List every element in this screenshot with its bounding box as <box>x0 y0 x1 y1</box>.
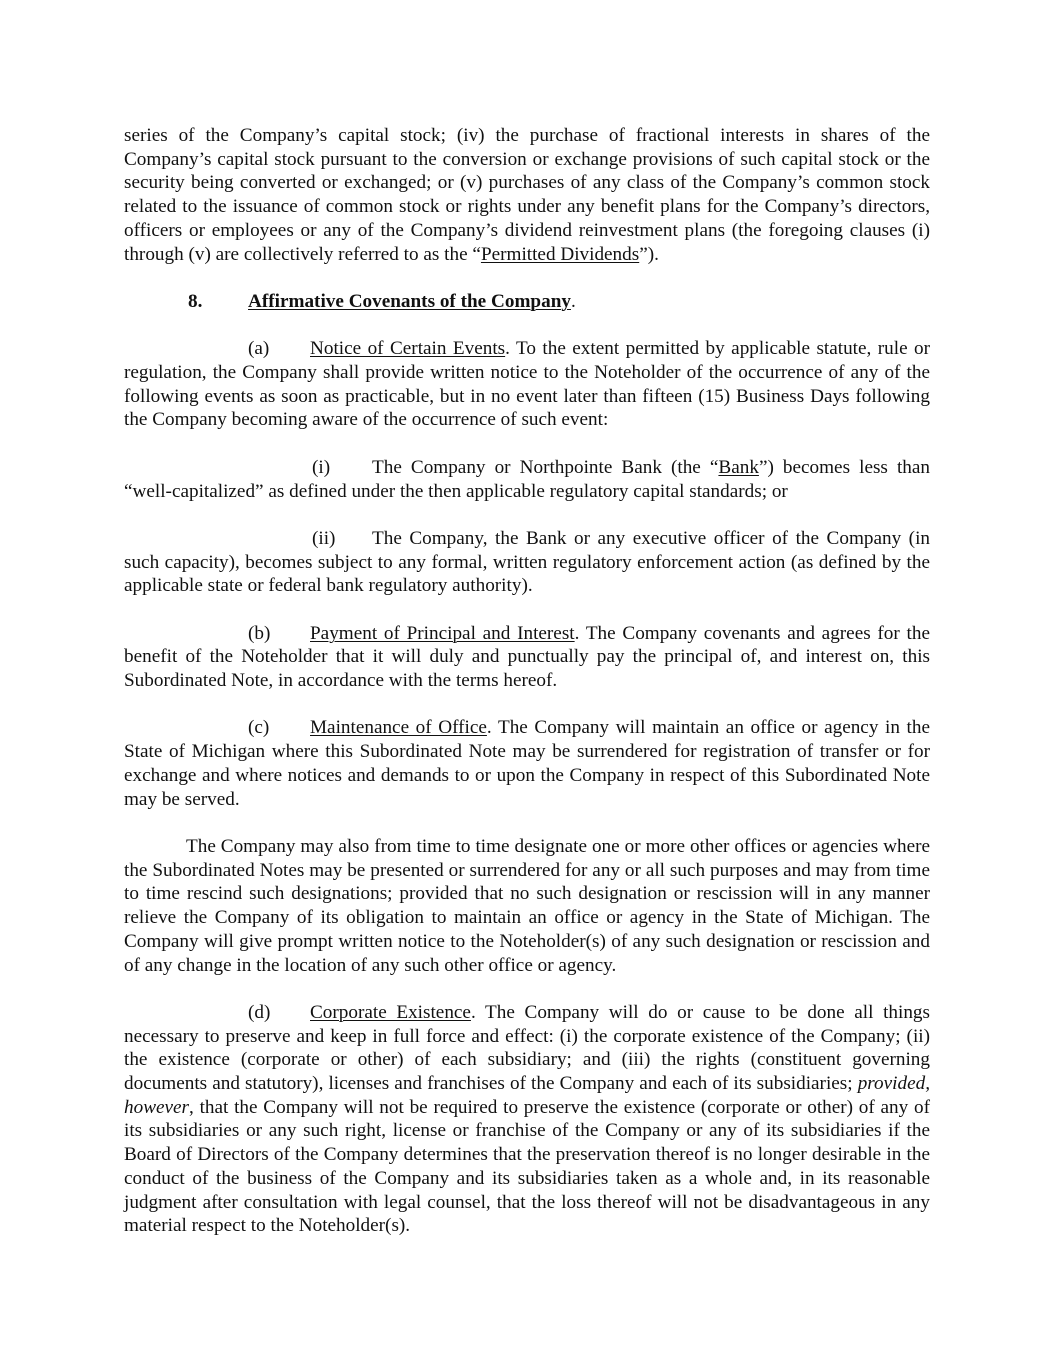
clause-d-title: Corporate Existence <box>310 1001 471 1023</box>
item-i-text-end: ”) becomes less than “well-capitalized” as defined under the then applicable regulatory capital standards; or <box>124 456 930 502</box>
clause-a-item-ii <box>124 527 930 598</box>
item-ii-label: (ii) <box>312 527 336 549</box>
clause-a-label: (a) <box>248 338 270 360</box>
document-page <box>124 124 930 1238</box>
clause-c-continuation: The Company may also from time to time designate one or more other offices or agencies where the Subordinated Notes may be presented or surrendered for any or all such purposes and may from time to time rescind such designations; provided that no such designation or rescission will in any manner relieve the Company of its obligation to maintain an office or agency in the State of Michigan. The Company will give prompt written notice to the Noteholder(s) of any such designation or rescission and of any change in the location of any such other office or agency. <box>124 835 930 976</box>
clause-c-text: . The Company will maintain an office or agency in the State of Michigan where this Subordinated Note may be surrendered for registration of transfer or for exchange and where notices and demands to or upon the Company in respect of this Subordinated Note may be served. <box>124 717 930 810</box>
item-ii-text: The Company, the Bank or any executive officer of the Company (in such capacity), becomes subject to any formal, written regulatory enforcement action (as defined by the applicable state or federal bank regulatory authority). <box>124 527 930 597</box>
section-heading <box>124 290 930 314</box>
clause-d-text: . The Company will do or cause to be done all things necessary to preserve and keep in full force and effect: (i) the corporate existence of the Company; (ii) the existence (corporate or other) of each subsidiary; and (iii) the rights (constituent governing documents and statutory), licenses and franchises of the Company and each of its subsidiaries; <box>124 1001 930 1094</box>
item-i-label: (i) <box>312 456 331 478</box>
clause-a <box>124 337 930 432</box>
defined-term-permitted-dividends: Permitted Dividends <box>480 243 640 265</box>
clause-d-proviso: provided, however <box>124 1073 930 1118</box>
clause-c <box>124 716 930 811</box>
clause-a-text: . To the extent permitted by applicable statute, rule or regulation, the Company shall provide written notice to the Noteholder of the occurrence of any of the following events as soon as practicable, but in no event later than fifteen (15) Business Days following the Company becoming aware of the occurrence of such event: <box>124 338 931 431</box>
item-i-text: The Company or Northpointe Bank (the “ <box>372 456 719 478</box>
intro-text-end: ”). <box>639 243 659 265</box>
intro-text: series of the Company’s capital stock; (iv) the purchase of fractional interests in shares of the Company’s capital stock pursuant to the conversion or exchange provisions of such capital stock or the security being converted or exchanged; or (v) purchases of any class of the Company’s common stock related to the issuance of common stock or rights under any benefit plans for the Company’s directors, officers or employees or any of the Company’s dividend reinvestment plans (the foregoing clauses (i) through (v) are collectively referred to as the “ <box>124 125 930 265</box>
section-title-suffix: . <box>570 290 576 312</box>
clause-b-title: Payment of Principal and Interest <box>310 622 575 644</box>
clause-d-label: (d) <box>248 1001 271 1023</box>
section-title: Affirmative Covenants of the Company <box>248 290 571 312</box>
clause-b-text: . The Company covenants and agrees for the benefit of the Noteholder that it will duly and punctually pay the principal of, and interest on, this Subordinated Note, in accordance with the terms hereof. <box>124 622 930 692</box>
clause-a-item-i <box>124 456 930 503</box>
defined-term-bank: Bank <box>718 456 759 478</box>
clause-a-title: Notice of Certain Events <box>310 338 506 360</box>
clause-d <box>124 1001 930 1238</box>
clause-b <box>124 622 930 693</box>
intro-paragraph <box>124 124 930 266</box>
section-number: 8. <box>188 290 203 312</box>
clause-c-title: Maintenance of Office <box>310 717 487 739</box>
clause-d-text-end: , that the Company will not be required to preserve the existence (corporate or other) of any of its subsidiaries or any such right, license or franchise of the Company or any of its subsidiaries if the Board of Directors of the Company determines that the preservation thereof is no longer desirable in the conduct of the business of the Company and its subsidiaries taken as a whole and, in its reasonable judgment after consultation with legal counsel, that the loss thereof will not be disadvantageous in any material respect to the Noteholder(s). <box>124 1096 930 1237</box>
clause-b-label: (b) <box>248 622 271 644</box>
clause-c-label: (c) <box>248 717 270 739</box>
